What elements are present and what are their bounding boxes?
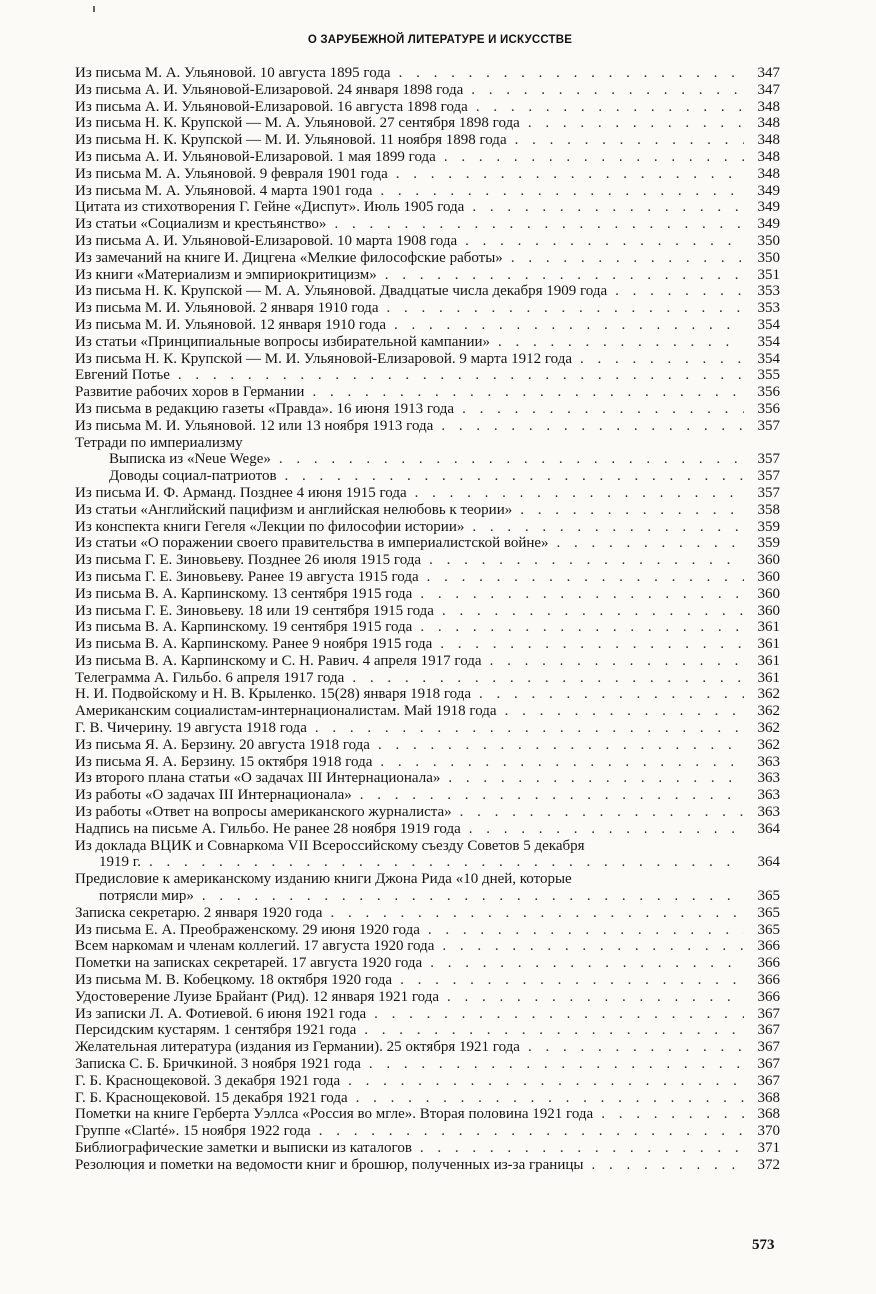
toc-entry-title: Записка С. Б. Бричкиной. 3 ноября 1921 года	[75, 1056, 361, 1073]
dot-leader	[348, 1073, 744, 1090]
toc-entry-page: 357	[757, 484, 780, 501]
toc-entry	[75, 233, 780, 250]
toc-entry	[75, 451, 780, 468]
dot-leader	[364, 1022, 744, 1039]
toc-entry-page: 365	[757, 921, 780, 938]
toc-entry-page: 361	[757, 619, 780, 636]
dot-leader	[444, 149, 744, 166]
toc-entry-title: Г. Б. Краснощековой. 15 декабря 1921 года	[75, 1089, 348, 1106]
dot-leader	[498, 334, 744, 351]
toc-entry-title: Персидским кустарям. 1 сентября 1921 года	[75, 1022, 357, 1039]
toc-entry	[75, 283, 780, 300]
toc-entry-title: Из письма Е. А. Преображенскому. 29 июня 1920 года	[75, 921, 420, 938]
toc-entry-title: Из письма А. И. Ульяновой-Елизаровой. 1 мая 1899 года	[75, 148, 436, 165]
toc-entry-title: Из письма В. А. Карпинскому. 13 сентября 1915 года	[75, 585, 413, 602]
toc-entry	[75, 317, 780, 334]
toc-entry-title: Г. В. Чичерину. 19 августа 1918 года	[75, 720, 307, 737]
toc-entry-page: 368	[757, 1106, 780, 1123]
dot-leader	[427, 569, 744, 586]
toc-entry	[75, 351, 780, 368]
dot-leader	[460, 804, 744, 821]
toc-entry	[75, 670, 780, 687]
toc-entry-title: Из записки Л. А. Фотиевой. 6 июня 1921 года	[75, 1005, 367, 1022]
dot-leader	[334, 216, 744, 233]
dot-leader	[441, 418, 744, 435]
toc-entry-page: 372	[757, 1156, 780, 1173]
toc-entry-title: Из письма Н. К. Крупской — М. И. Ульяновой. 11 ноября 1898 года	[75, 132, 507, 149]
toc-entry-title: Из статьи «Принципиальные вопросы избирательной кампании»	[75, 333, 491, 350]
dot-leader	[515, 132, 744, 149]
toc-entry-title: Из письма М. И. Ульяновой. 12 или 13 ноября 1913 года	[75, 417, 434, 434]
toc-entry	[75, 199, 780, 216]
toc-entry-title: Выписка из «Neue Wege»	[109, 451, 271, 468]
toc-entry-page: 365	[757, 888, 780, 905]
dot-leader	[420, 586, 744, 603]
toc-entry-page: 357	[757, 417, 780, 434]
toc-entry-page: 362	[757, 703, 780, 720]
toc-entry	[75, 905, 780, 922]
toc-entry	[75, 1157, 780, 1174]
toc-entry-title: Удостоверение Луизе Брайант (Рид). 12 января 1921 года	[75, 988, 440, 1005]
dot-leader	[285, 468, 744, 485]
toc-entry	[75, 99, 780, 116]
toc-entry-page: 360	[757, 585, 780, 602]
toc-entry	[75, 838, 780, 872]
toc-entry-title: Из письма Н. К. Крупской — М. И. Ульяновой-Елизаровой. 9 марта 1912 года	[75, 350, 572, 367]
toc-entry-title: Из письма Я. А. Берзину. 15 октября 1918 года	[75, 753, 373, 770]
running-header: О ЗАРУБЕЖНОЙ ЛИТЕРАТУРЕ И ИСКУССТВЕ	[307, 34, 573, 46]
toc-entry	[75, 1090, 780, 1107]
toc-entry	[75, 166, 780, 183]
dot-leader	[465, 233, 744, 250]
toc-entry	[75, 1106, 780, 1123]
toc-entry	[75, 149, 780, 166]
dot-leader	[251, 435, 744, 452]
toc-entry	[75, 1006, 780, 1023]
toc-entry	[75, 955, 780, 972]
toc-entry-page: 366	[757, 955, 780, 972]
toc-entry-page: 348	[757, 132, 780, 149]
dot-leader	[394, 317, 744, 334]
toc-entry-title: Тетради по империализму	[75, 434, 243, 451]
dot-leader	[528, 115, 744, 132]
toc-entry-title: Развитие рабочих хоров в Германии	[75, 384, 305, 401]
toc-entry-page: 351	[757, 266, 780, 283]
toc-entry-title: Предисловие к американскому изданию книги Джона Рида «10 дней, которые	[75, 871, 572, 888]
toc-entry-page: 358	[757, 501, 780, 518]
toc-entry-title: Из статьи «Английский пацифизм и английская нелюбовь к теории»	[75, 501, 513, 518]
dot-leader	[420, 619, 744, 636]
dot-leader	[615, 283, 744, 300]
toc-entry-title: Из второго плана статьи «О задачах III Интернационала»	[75, 770, 441, 787]
dot-leader	[380, 754, 744, 771]
toc-entry-page: 367	[757, 1056, 780, 1073]
toc-entry-title: Из письма Я. А. Берзину. 20 августа 1918 года	[75, 736, 370, 753]
toc-entry-title: Из замечаний на книге И. Дицгена «Мелкие философские работы»	[75, 249, 503, 266]
toc-entry-page: 354	[757, 350, 780, 367]
toc-entry-page: 360	[757, 602, 780, 619]
dot-leader	[330, 905, 744, 922]
toc-entry	[75, 653, 780, 670]
toc-entry	[75, 216, 780, 233]
toc-entry	[75, 1056, 780, 1073]
dot-leader	[415, 485, 744, 502]
toc-entry	[75, 535, 780, 552]
dot-leader	[591, 1157, 744, 1174]
toc-entry	[75, 502, 780, 519]
toc-entry	[75, 938, 780, 955]
toc-entry-title: Из письма Г. Е. Зиновьеву. Ранее 19 августа 1915 года	[75, 568, 419, 585]
dot-leader	[580, 351, 744, 368]
toc-entry-page: 367	[757, 1072, 780, 1089]
dot-leader	[430, 955, 744, 972]
toc-entry	[75, 989, 780, 1006]
toc-entry-page: 367	[757, 1005, 780, 1022]
toc-entry-title: Из письма в редакцию газеты «Правда». 16 июня 1913 года	[75, 400, 455, 417]
toc-entry-page: 363	[757, 770, 780, 787]
toc-entry	[75, 183, 780, 200]
toc-entry	[75, 737, 780, 754]
toc-entry-title: Пометки на книге Герберта Уэллса «Россия во мгле». Вторая половина 1921 года	[75, 1106, 594, 1123]
toc-entry-page: 350	[757, 249, 780, 266]
toc-entry-title-continued: потрясли мир»	[99, 888, 194, 905]
dot-leader	[279, 451, 744, 468]
toc-entry-title: Из работы «Ответ на вопросы американского журналиста»	[75, 804, 452, 821]
dot-leader	[378, 737, 744, 754]
toc-entry-page: 348	[757, 148, 780, 165]
toc-entry	[75, 485, 780, 502]
print-mark	[93, 6, 95, 12]
dot-leader	[202, 888, 744, 905]
toc-entry	[75, 787, 780, 804]
toc-entry-page: 363	[757, 804, 780, 821]
toc-entry	[75, 1022, 780, 1039]
toc-entry-page: 349	[757, 199, 780, 216]
dot-leader	[511, 250, 744, 267]
toc-entry-page: 362	[757, 736, 780, 753]
toc-entry-page: 366	[757, 938, 780, 955]
dot-leader	[315, 720, 744, 737]
toc-entry	[75, 636, 780, 653]
toc-entry	[75, 1073, 780, 1090]
toc-entry-title: Из письма В. А. Карпинскому и С. Н. Равич. 4 апреля 1917 года	[75, 652, 482, 669]
dot-leader	[400, 972, 744, 989]
toc-entry	[75, 586, 780, 603]
toc-entry	[75, 267, 780, 284]
toc-entry-title: Записка секретарю. 2 января 1920 года	[75, 904, 323, 921]
toc-entry-page: 353	[757, 283, 780, 300]
toc-entry-title: Из письма Г. Е. Зиновьеву. Позднее 26 июля 1915 года	[75, 552, 422, 569]
toc-entry-page: 364	[757, 820, 780, 837]
dot-leader	[442, 603, 744, 620]
toc-entry	[75, 603, 780, 620]
toc-entry	[75, 132, 780, 149]
toc-entry	[75, 65, 780, 82]
toc-entry	[75, 1039, 780, 1056]
toc-entry-page: 359	[757, 518, 780, 535]
toc-entry-page: 366	[757, 972, 780, 989]
toc-entry-page: 367	[757, 1039, 780, 1056]
toc-entry-title: Из письма А. И. Ульяновой-Елизаровой. 10 марта 1908 года	[75, 232, 458, 249]
toc-entry-title: Евгений Потье	[75, 367, 170, 384]
dot-leader	[385, 267, 744, 284]
toc-entry-page: 362	[757, 686, 780, 703]
toc-entry-page: 361	[757, 636, 780, 653]
dot-leader	[178, 367, 744, 384]
dot-leader	[462, 401, 744, 418]
toc-entry-title: Из письма Н. К. Крупской — М. А. Ульяновой. 27 сентября 1898 года	[75, 115, 520, 132]
toc-entry	[75, 972, 780, 989]
toc-entry	[75, 720, 780, 737]
dot-leader	[356, 1090, 744, 1107]
toc-entry	[75, 367, 780, 384]
toc-entry-page: 355	[757, 367, 780, 384]
toc-entry-title: Г. Б. Краснощековой. 3 декабря 1921 года	[75, 1072, 341, 1089]
toc-entry-page: 360	[757, 552, 780, 569]
toc-entry	[75, 250, 780, 267]
dot-leader	[428, 922, 744, 939]
toc-entry-page: 354	[757, 316, 780, 333]
toc-entry-title: Из письма М. И. Ульяновой. 12 января 1910 года	[75, 316, 386, 333]
toc-entry-page: 362	[757, 720, 780, 737]
dot-leader	[420, 1140, 744, 1157]
dot-leader	[374, 1006, 744, 1023]
toc-entry-page: 370	[757, 1123, 780, 1140]
dot-leader	[448, 770, 744, 787]
toc-entry	[75, 703, 780, 720]
dot-leader	[557, 535, 744, 552]
toc-entry	[75, 418, 780, 435]
toc-entry	[75, 115, 780, 132]
toc-entry	[75, 401, 780, 418]
toc-entry-title: Библиографические заметки и выписки из каталогов	[75, 1140, 412, 1156]
toc-entry-title: Н. И. Подвойскому и Н. В. Крыленко. 15(28) января 1918 года	[75, 686, 471, 703]
dot-leader	[528, 1039, 744, 1056]
toc-entry-title: Из письма М. А. Ульяновой. 10 августа 1895 года	[75, 65, 391, 81]
toc-entry	[75, 871, 780, 905]
dot-leader	[442, 938, 744, 955]
dot-leader	[472, 199, 744, 216]
dot-leader	[352, 670, 744, 687]
dot-leader	[312, 384, 744, 401]
dot-leader	[476, 99, 744, 116]
toc-entry-title: Надпись на письме А. Гильбо. Не ранее 28 ноября 1919 года	[75, 820, 461, 837]
toc-entry	[75, 300, 780, 317]
toc-entry-page: 353	[757, 300, 780, 317]
toc-entry-title: Из письма В. А. Карпинскому. Ранее 9 ноября 1915 года	[75, 636, 433, 653]
toc-entry-title: Американским социалистам-интернационалистам. Май 1918 года	[75, 703, 497, 720]
toc-entry	[75, 770, 780, 787]
dot-leader	[505, 703, 744, 720]
toc-entry-title: Из письма М. А. Ульяновой. 4 марта 1901 года	[75, 182, 373, 199]
toc-entry-page: 371	[757, 1140, 780, 1156]
toc-entry	[75, 468, 780, 485]
dot-leader	[149, 854, 744, 871]
toc-entry-page: 349	[757, 216, 780, 233]
toc-entry	[75, 334, 780, 351]
dot-leader	[447, 989, 744, 1006]
toc-entry-title: Резолюция и пометки на ведомости книг и брошюр, полученных из-за границы	[75, 1156, 584, 1173]
dot-leader	[369, 1056, 744, 1073]
toc-entry-page: 356	[757, 400, 780, 417]
toc-entry-title: Доводы социал-патриотов	[109, 468, 277, 485]
toc-entry-page: 360	[757, 568, 780, 585]
toc-entry	[75, 922, 780, 939]
toc-entry-title: Телеграмма А. Гильбо. 6 апреля 1917 года	[75, 669, 345, 686]
dot-leader	[396, 166, 744, 183]
toc-entry-page: 356	[757, 384, 780, 401]
dot-leader	[469, 821, 744, 838]
toc-entry-title: Из письма М. В. Кобецкому. 18 октября 1920 года	[75, 972, 393, 989]
toc-entry-page: 357	[757, 451, 780, 468]
toc-entry-title: Из письма В. А. Карпинскому. 19 сентября 1915 года	[75, 619, 413, 636]
toc-entry	[75, 552, 780, 569]
toc-entry-title: Из работы «О задачах III Интернационала»	[75, 787, 352, 804]
toc-entry-page: 348	[757, 115, 780, 132]
dot-leader	[399, 65, 744, 82]
table-of-contents	[75, 65, 780, 1174]
page-number: 573	[752, 1237, 775, 1253]
toc-entry	[75, 1123, 780, 1140]
toc-entry-title: Цитата из стихотворения Г. Гейне «Диспут». Июль 1905 года	[75, 199, 465, 216]
toc-entry-page: 359	[757, 535, 780, 552]
toc-entry	[75, 569, 780, 586]
toc-entry	[75, 686, 780, 703]
toc-entry-title-continued: 1919 г.	[99, 854, 141, 871]
dot-leader	[520, 502, 744, 519]
toc-entry-title: Желательная литература (издания из Германии). 25 октября 1921 года	[75, 1039, 520, 1056]
toc-entry-title: Из письма Н. К. Крупской — М. А. Ульяновой. Двадцатые числа декабря 1909 года	[75, 283, 608, 300]
dot-leader	[490, 653, 744, 670]
toc-entry-title: Из письма А. И. Ульяновой-Елизаровой. 16 августа 1898 года	[75, 98, 468, 115]
toc-entry-page: 363	[757, 787, 780, 804]
toc-entry-page: 365	[757, 904, 780, 921]
toc-entry-title: Из статьи «Социализм и крестьянство»	[75, 216, 327, 233]
toc-entry-title: Из письма М. А. Ульяновой. 9 февраля 1901 года	[75, 165, 388, 182]
dot-leader	[380, 183, 744, 200]
toc-entry-page: 348	[757, 98, 780, 115]
toc-entry-page: 349	[757, 182, 780, 199]
toc-entry-page: 348	[757, 165, 780, 182]
dot-leader	[601, 1106, 744, 1123]
dot-leader	[319, 1123, 744, 1140]
toc-entry	[75, 519, 780, 536]
toc-entry-title: Из письма А. И. Ульяновой-Елизаровой. 24 января 1898 года	[75, 81, 464, 98]
toc-entry-page: 347	[757, 81, 780, 98]
toc-entry-page: 368	[757, 1089, 780, 1106]
toc-entry	[75, 82, 780, 99]
toc-entry	[75, 754, 780, 771]
toc-entry-title: Пометки на записках секретарей. 17 августа 1920 года	[75, 955, 423, 972]
toc-entry-page: 364	[757, 854, 780, 871]
toc-entry-title: Из письма Г. Е. Зиновьеву. 18 или 19 сентября 1915 года	[75, 602, 434, 619]
toc-entry	[75, 804, 780, 821]
dot-leader	[479, 686, 744, 703]
dot-leader	[471, 82, 744, 99]
dot-leader	[472, 519, 744, 536]
toc-entry-title: Всем наркомам и членам коллегий. 17 августа 1920 года	[75, 938, 435, 955]
toc-entry-page: 361	[757, 652, 780, 669]
dot-leader	[440, 636, 744, 653]
toc-entry	[75, 619, 780, 636]
toc-entry-page: 367	[757, 1022, 780, 1039]
toc-entry-title: Из конспекта книги Гегеля «Лекции по философии истории»	[75, 518, 465, 535]
toc-entry-page: 366	[757, 988, 780, 1005]
toc-entry-page: 363	[757, 753, 780, 770]
toc-entry	[75, 1140, 780, 1157]
toc-entry-title: Группе «Clarté». 15 ноября 1922 года	[75, 1123, 311, 1140]
toc-entry-page: 350	[757, 232, 780, 249]
toc-entry-title: Из письма М. И. Ульяновой. 2 января 1910 года	[75, 300, 379, 317]
dot-leader	[429, 552, 744, 569]
toc-entry-page: 361	[757, 669, 780, 686]
toc-entry-title: Из статьи «О поражении своего правительства в империалистской войне»	[75, 535, 549, 552]
toc-entry-page: 357	[757, 468, 780, 485]
dot-leader	[360, 787, 744, 804]
toc-entry-title: Из доклада ВЦИК и Совнаркома VII Всероссийскому съезду Советов 5 декабря	[75, 837, 585, 854]
toc-entry	[75, 384, 780, 401]
toc-entry-title: Из книги «Материализм и эмпириокритицизм»	[75, 266, 377, 283]
toc-entry	[75, 821, 780, 838]
toc-entry	[75, 435, 780, 452]
toc-entry-page: 354	[757, 333, 780, 350]
dot-leader	[386, 300, 744, 317]
toc-entry-title: Из письма И. Ф. Арманд. Позднее 4 июня 1915 года	[75, 484, 407, 501]
toc-entry-page: 347	[757, 65, 780, 81]
